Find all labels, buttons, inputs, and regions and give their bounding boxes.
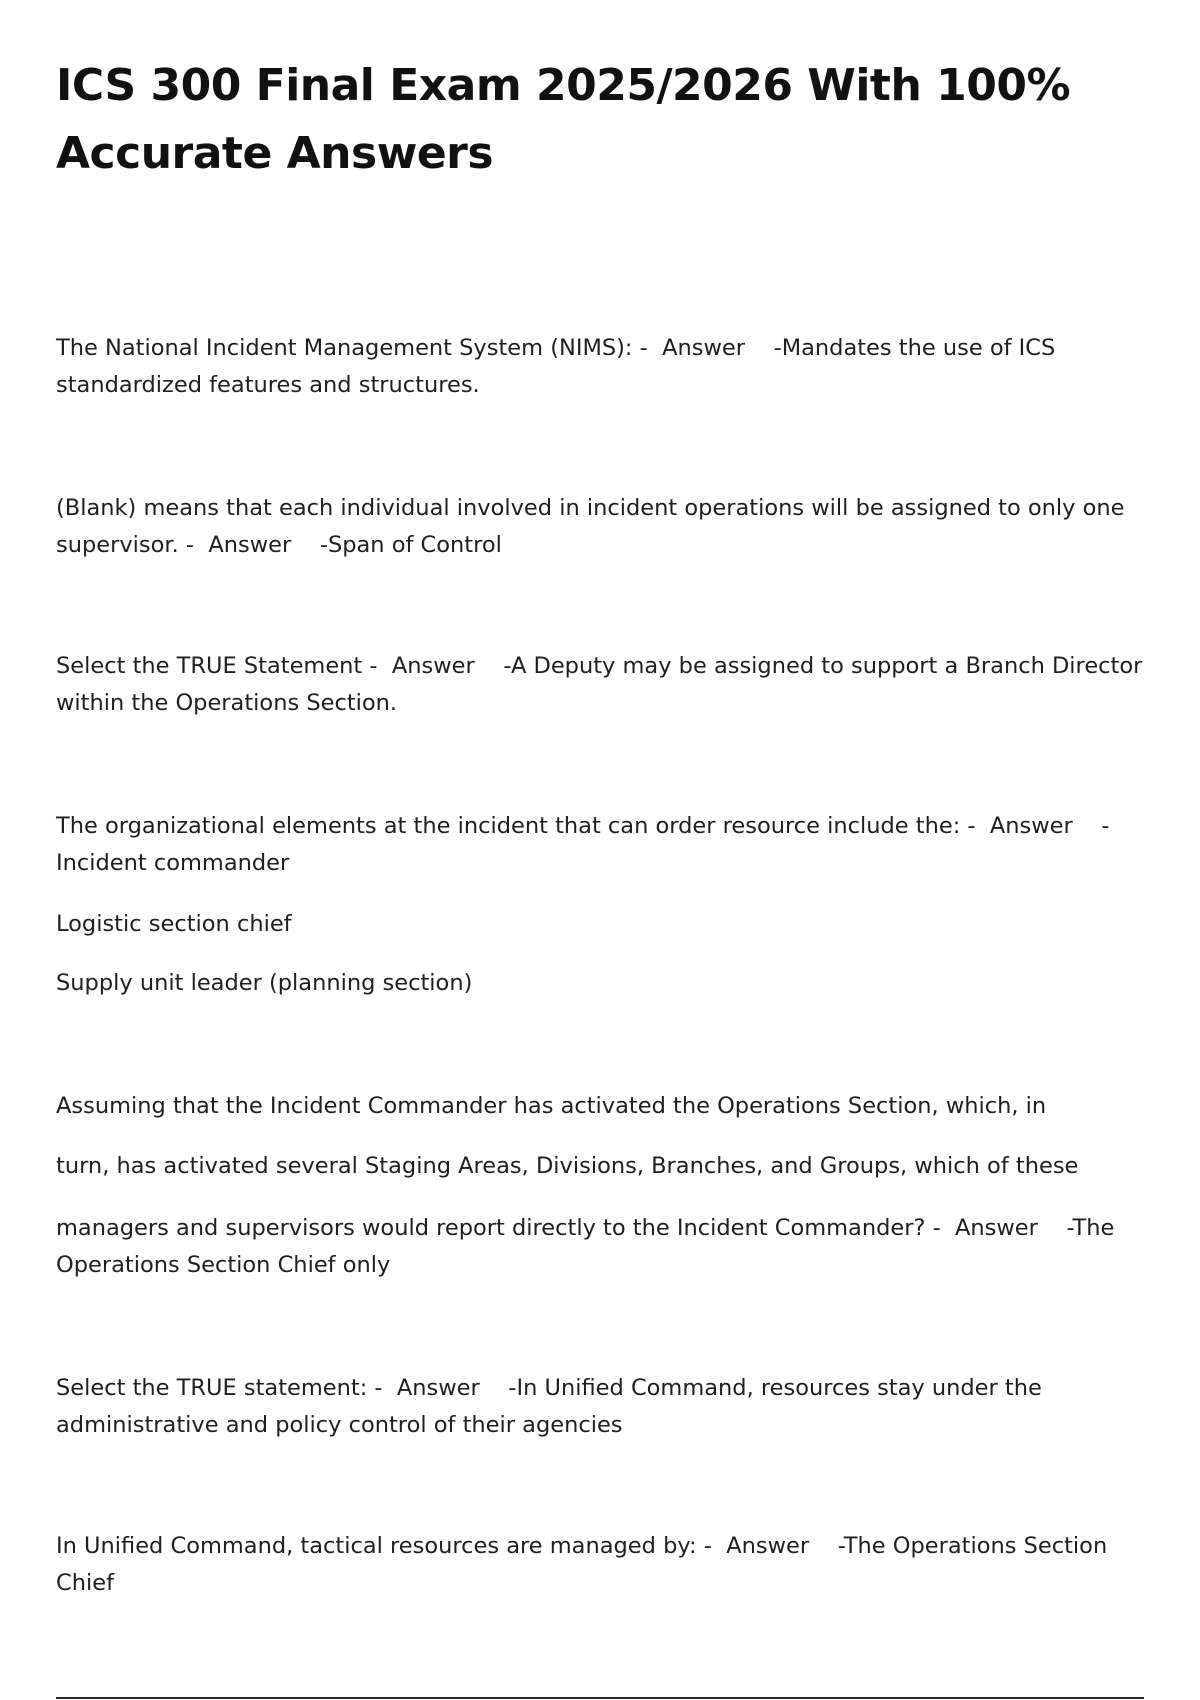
qa-item-2 bbox=[56, 490, 1146, 564]
qa-text bbox=[56, 1370, 1146, 1444]
qa-item-7 bbox=[56, 1528, 1146, 1602]
question-text: (Blank) means that each individual involved in incident operations will be assigned to only one supervisor. - bbox=[56, 495, 1125, 558]
answer-label: Answer bbox=[391, 653, 475, 679]
answer-extra-line: Supply unit leader (planning section) bbox=[56, 970, 473, 996]
answer-text: -Span of Control bbox=[319, 532, 502, 558]
question-line: turn, has activated several Staging Areas, Divisions, Branches, and Groups, which of these bbox=[56, 1153, 1079, 1179]
answer-label: Answer bbox=[396, 1375, 480, 1401]
answer-extra-line: Logistic section chief bbox=[56, 911, 292, 937]
qa-item-6 bbox=[56, 1370, 1146, 1444]
answer-label: Answer bbox=[726, 1533, 810, 1559]
page-divider bbox=[56, 1697, 1144, 1699]
answer-label: Answer bbox=[208, 532, 292, 558]
qa-text bbox=[56, 330, 1146, 404]
answer-label: Answer bbox=[662, 335, 745, 361]
qa-text bbox=[56, 808, 1146, 882]
answer-text: -Mandates the use of ICS standardized features and structures. bbox=[56, 335, 1056, 398]
qa-item-5 bbox=[56, 1210, 1146, 1284]
answer-label: Answer bbox=[955, 1215, 1038, 1241]
question-text: managers and supervisors would report directly to the Incident Commander? - bbox=[56, 1215, 941, 1241]
question-line: Assuming that the Incident Commander has activated the Operations Section, which, in bbox=[56, 1093, 1047, 1119]
qa-text bbox=[56, 1210, 1146, 1284]
question-text: Select the TRUE Statement - bbox=[56, 653, 378, 679]
answer-label: Answer bbox=[989, 813, 1073, 839]
qa-text bbox=[56, 648, 1146, 722]
page-title: ICS 300 Final Exam 2025/2026 With 100% Accurate Answers bbox=[56, 60, 1071, 179]
qa-text bbox=[56, 490, 1146, 564]
answer-text: -The Operations Section Chief only bbox=[56, 1215, 1115, 1278]
question-text: The organizational elements at the incident that can order resource include the: - bbox=[56, 813, 976, 839]
answer-text: -The Operations Section Chief bbox=[56, 1533, 1108, 1596]
qa-item-3 bbox=[56, 648, 1146, 722]
qa-item-4 bbox=[56, 808, 1146, 882]
question-text: The National Incident Management System (NIMS): - bbox=[56, 335, 648, 361]
answer-text: - Incident commander bbox=[56, 813, 1110, 876]
document-page bbox=[56, 0, 1146, 1700]
qa-item-1 bbox=[56, 330, 1146, 404]
qa-text bbox=[56, 1528, 1146, 1602]
answer-text: -In Unified Command, resources stay under the administrative and policy control of their agencies bbox=[56, 1375, 1042, 1438]
answer-text: -A Deputy may be assigned to support a Branch Director within the Operations Section. bbox=[56, 653, 1143, 716]
question-text: In Unified Command, tactical resources are managed by: - bbox=[56, 1533, 712, 1559]
question-text: Select the TRUE statement: - bbox=[56, 1375, 383, 1401]
